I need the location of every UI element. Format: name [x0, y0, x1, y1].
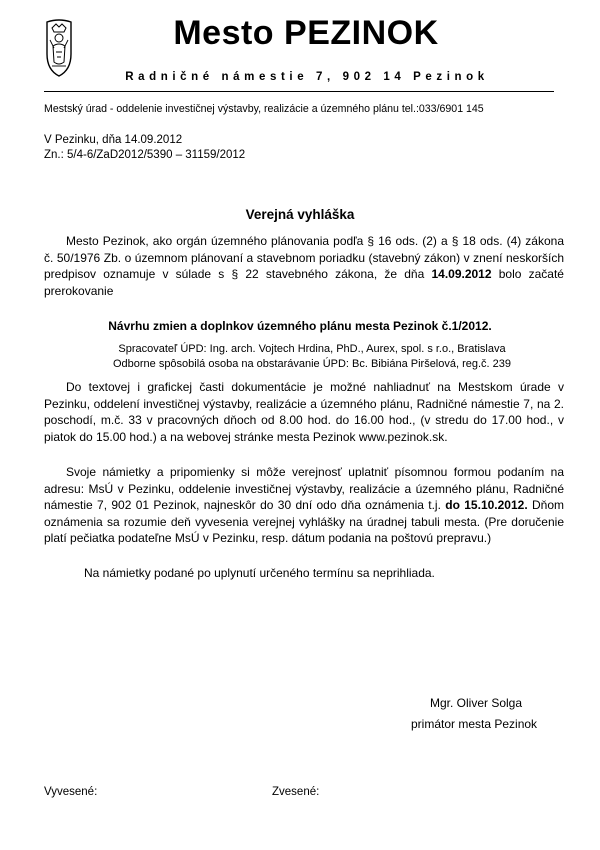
intro-tail: bolo začaté prerokovanie: [44, 267, 564, 298]
objections-tail: Dňom oznámenia sa rozumie deň vyvesenia verejnej vyhlášky na úradnej tabuli mesta. (Pre doručenie platí pečiatka podateľne MsÚ v Pezinku, resp. dátum podania na poštovú prepravu.): [44, 498, 564, 545]
reference-number: Zn.: 5/4-6/ZaD2012/5390 – 31159/2012: [44, 149, 246, 161]
office-line: Mestský úrad - oddelenie investičnej výstavby, realizácie a územného plánu tel.:033/6901 145: [44, 103, 484, 115]
late-objections-note: Na námietky podané po uplynutí určeného termínu sa neprihliada.: [84, 566, 435, 580]
document-heading: Verejná vyhláška: [245, 207, 355, 222]
city-address: Radničné námestie 7, 902 14 Pezinok: [125, 71, 489, 83]
documentation-paragraph: Do textovej i grafickej časti dokumentácie je možné nahliadnuť na Mestskom úrade v Pezinku, oddelení investičnej výstavby, realizácie a územného plánu, Radničné námestie 7, na 2. poschodí, m.č. 33 v pracovných dňoch od 8.00 hod. do 16.00 hod., (v stredu do 17.00 hod., v piatok do 15.00 hod.) a na webovej stránke mesta Pezinok www.pezinok.sk.: [44, 380, 564, 444]
objections-deadline: do 15.10.2012.: [445, 498, 528, 512]
header-divider: [44, 91, 554, 92]
qualified-person-line: Odborne spôsobilá osoba na obstarávanie ÚPD: Bc. Bibiána Piršelová, reg.č. 239: [112, 358, 512, 370]
signatory-name: Mgr. Oliver Solga: [430, 696, 523, 710]
city-title: Mesto PEZINOK: [173, 14, 439, 52]
intro-paragraph: [44, 233, 564, 299]
document-meta: [44, 133, 245, 163]
signatory-role: primátor mesta Pezinok: [411, 717, 538, 731]
objections-paragraph: [44, 464, 564, 547]
intro-text: Mesto Pezinok, ako orgán územného plánovania podľa § 16 ods. (2) a § 18 ods. (4) zákona č. 50/1976 Zb. o územnom plánovaní a stavebnom poriadku (stavebný zákon) v znení neskorších predpisov oznamuje v súlade s § 22 stavebného zákona, že dňa: [44, 234, 564, 281]
place-date: V Pezinku, dňa 14.09.2012: [44, 134, 183, 146]
subject-line: Návrhu zmien a doplnkov územného plánu mesta Pezinok č.1/2012.: [108, 319, 492, 333]
removed-label: Zvesené:: [272, 786, 320, 798]
processor-line: Spracovateľ ÚPD: Ing. arch. Vojtech Hrdina, PhD., Aurex, spol. s r.o., Bratislava: [118, 343, 506, 355]
posted-label: Vyvesené:: [44, 786, 98, 798]
start-date: 14.09.2012: [431, 267, 492, 281]
objections-text: Svoje námietky a pripomienky si môže verejnosť uplatniť písomnou formou podaním na adresu: MsÚ v Pezinku, oddelenie investičnej výstavby, realizácie a územného plánu, Radničné námestie 7, 902 01 Pezinok, najneskôr do 30 dní odo dňa oznámenia t.j.: [44, 465, 564, 512]
